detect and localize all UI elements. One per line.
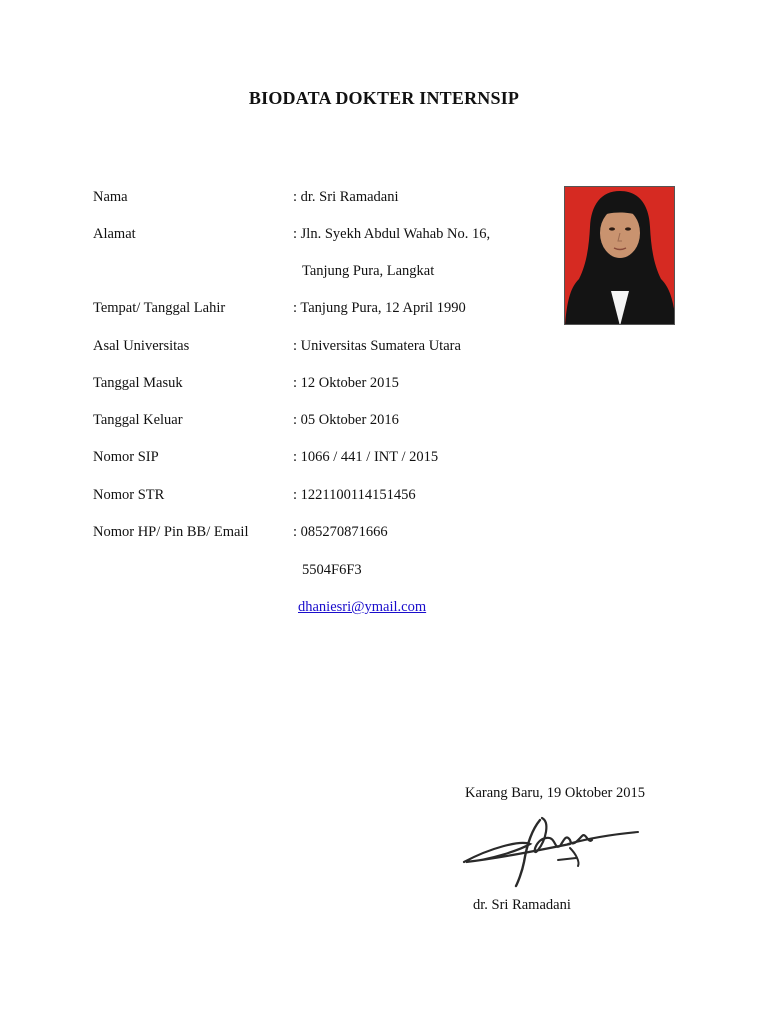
field-value-phone: : 085270871666: [293, 524, 388, 540]
field-label-tanggal-masuk: Tanggal Masuk: [93, 375, 183, 391]
field-label-ttl: Tempat/ Tanggal Lahir: [93, 300, 226, 316]
field-value-pin-bb: 5504F6F3: [302, 562, 362, 578]
field-label-nama: Nama: [93, 189, 128, 205]
field-value-alamat-line2: Tanjung Pura, Langkat: [302, 263, 435, 279]
field-value-ttl: : Tanjung Pura, 12 April 1990: [293, 300, 466, 316]
portrait-photo: [564, 186, 675, 325]
signature-icon: [460, 810, 640, 890]
field-value-tanggal-keluar: : 05 Oktober 2016: [293, 412, 399, 428]
signature: [460, 810, 640, 895]
field-label-universitas: Asal Universitas: [93, 338, 190, 354]
field-value-nama: : dr. Sri Ramadani: [293, 189, 399, 205]
signer-name: dr. Sri Ramadani: [473, 897, 571, 913]
portrait-photo-icon: [565, 187, 675, 325]
document-title: BIODATA DOKTER INTERNSIP: [248, 88, 520, 108]
field-value-tanggal-masuk: : 12 Oktober 2015: [293, 375, 399, 391]
place-date: Karang Baru, 19 Oktober 2015: [465, 785, 645, 801]
email-link[interactable]: dhaniesri@ymail.com: [298, 599, 427, 615]
field-value-nomor-sip: : 1066 / 441 / INT / 2015: [293, 449, 439, 465]
field-value-alamat: : Jln. Syekh Abdul Wahab No. 16,: [293, 226, 491, 242]
field-value-universitas: : Universitas Sumatera Utara: [293, 338, 461, 354]
field-label-nomor-sip: Nomor SIP: [93, 449, 159, 465]
field-value-nomor-str: : 1221100114151456: [293, 487, 416, 503]
field-label-nomor-str: Nomor STR: [93, 487, 165, 503]
field-label-kontak: Nomor HP/ Pin BB/ Email: [93, 524, 249, 540]
field-label-tanggal-keluar: Tanggal Keluar: [93, 412, 183, 428]
field-label-alamat: Alamat: [93, 226, 136, 242]
